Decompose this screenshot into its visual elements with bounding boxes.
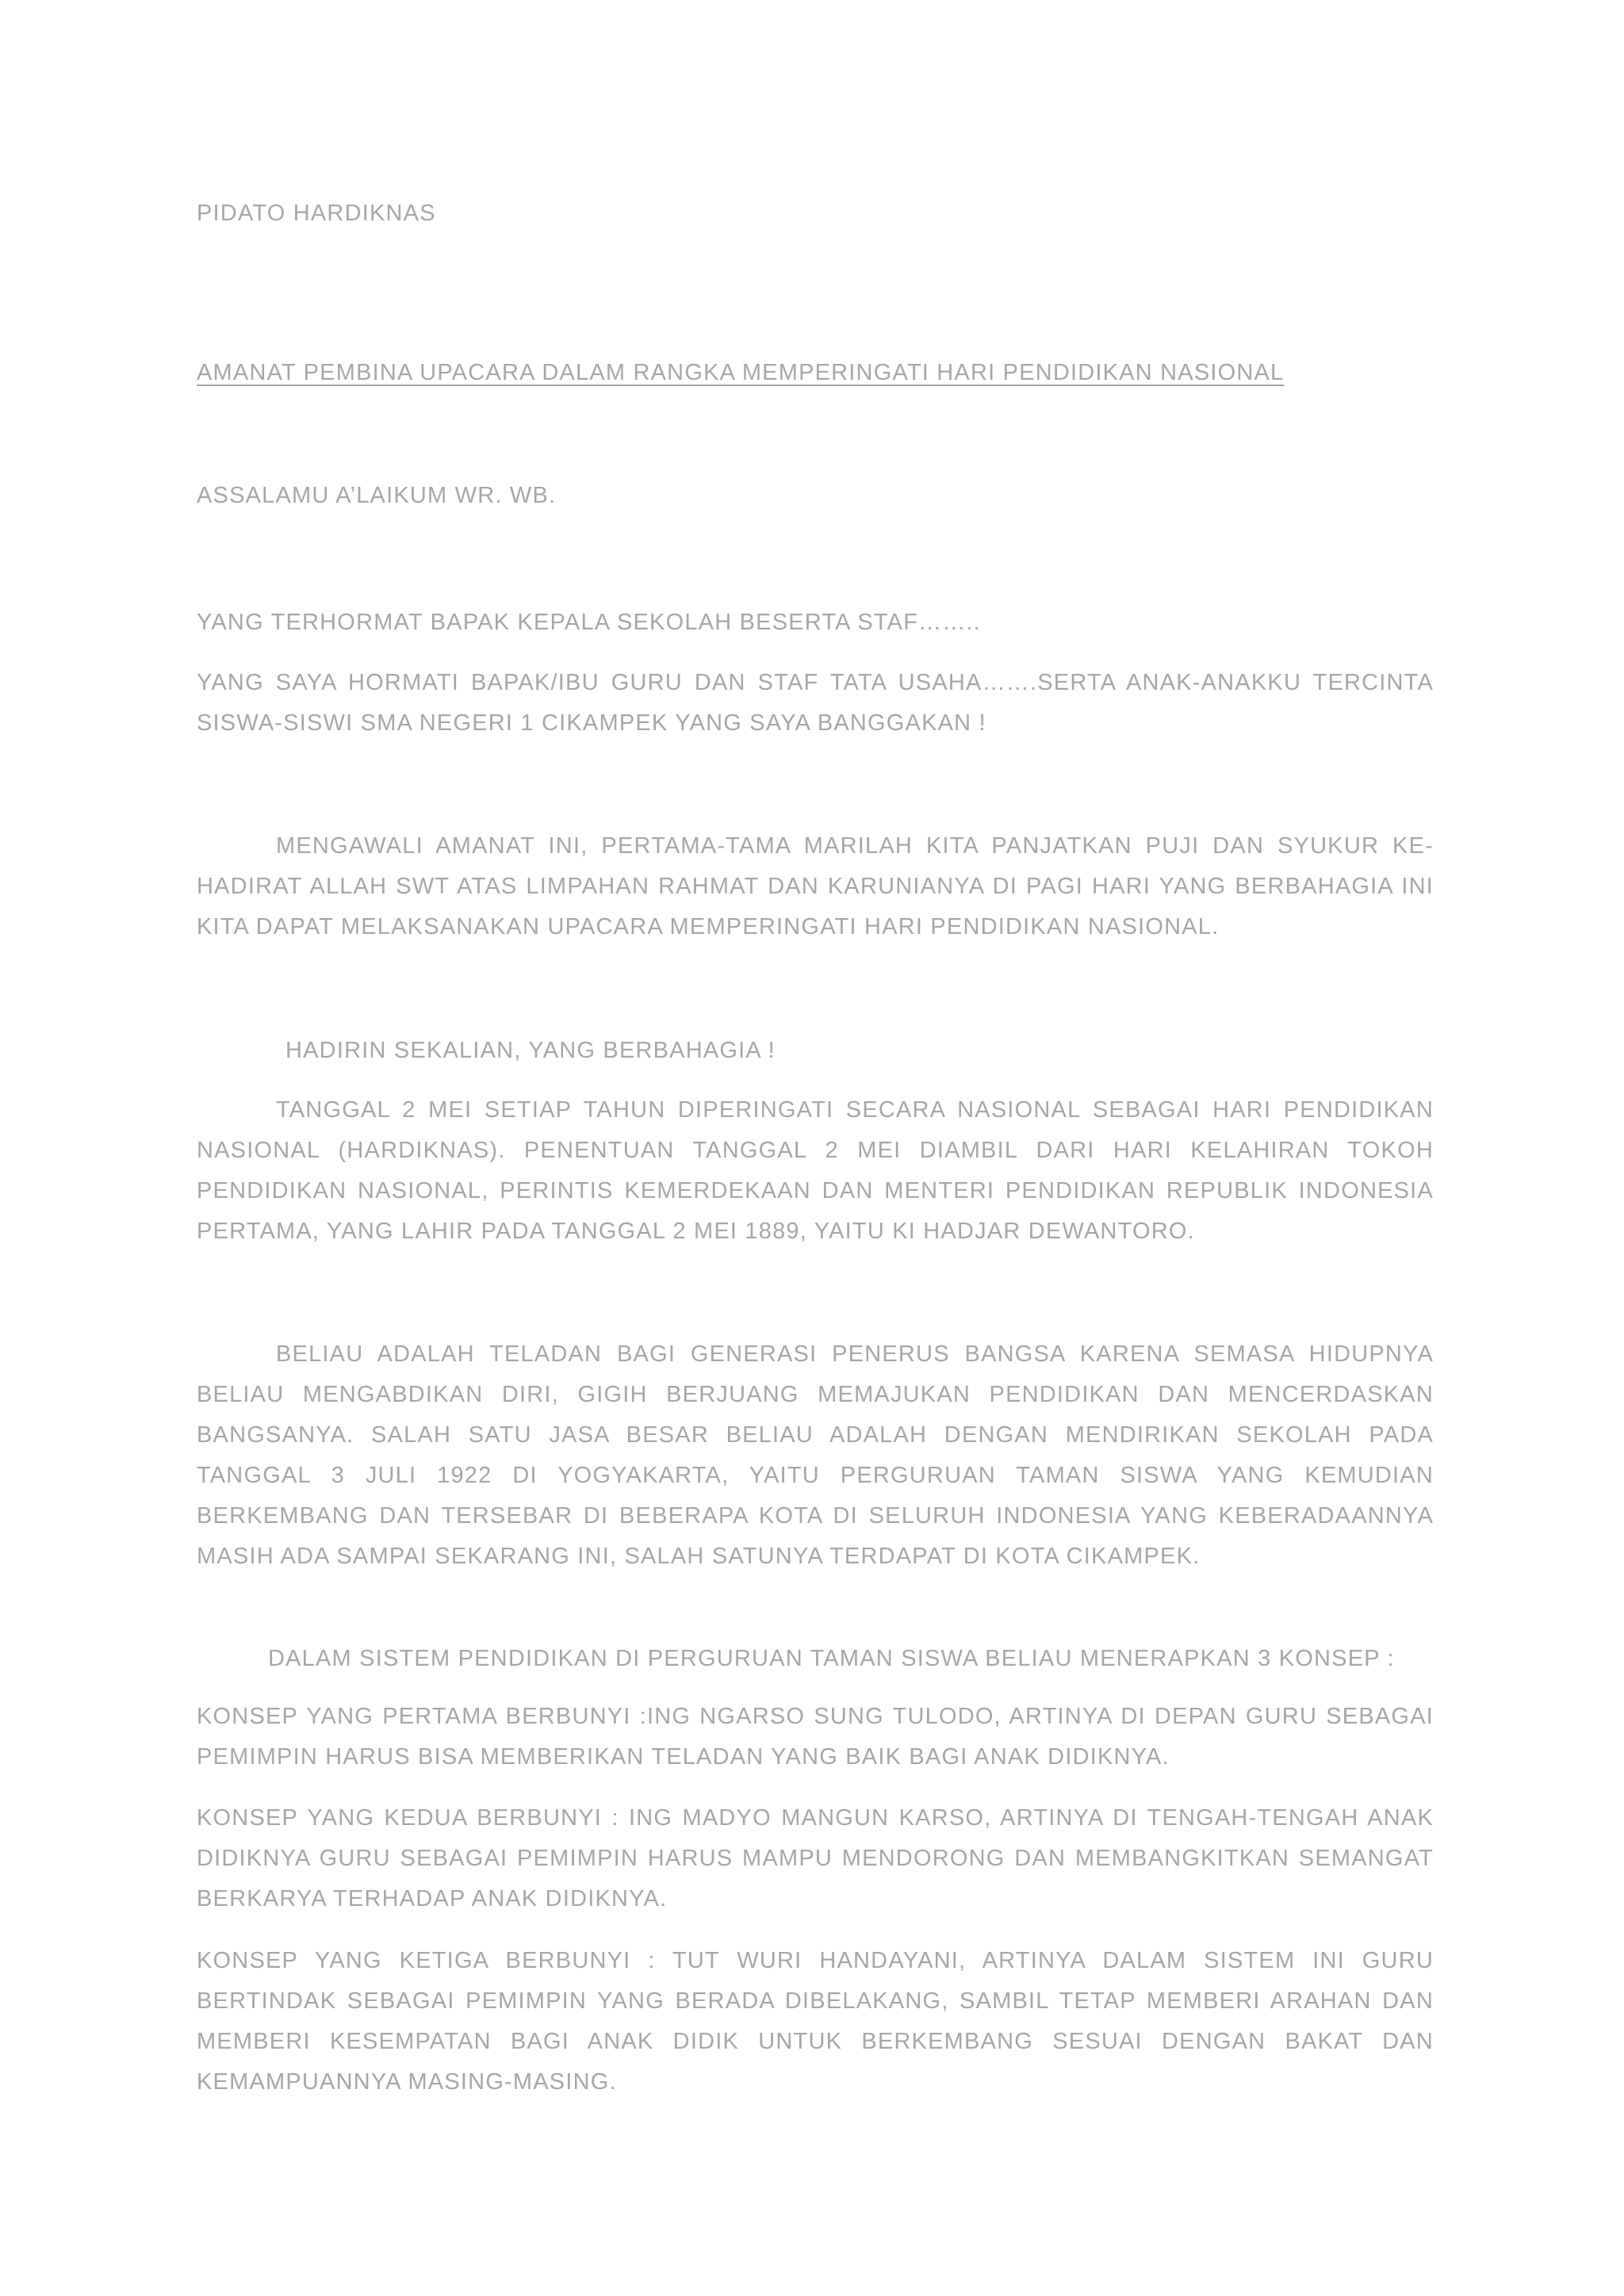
audience-address: HADIRIN SEKALIAN, YANG BERBAHAGIA !: [285, 1038, 776, 1063]
address-headmaster: YANG TERHORMAT BAPAK KEPALA SEKOLAH BESERTA STAF……..: [197, 610, 982, 635]
speech-title: AMANAT PEMBINA UPACARA DALAM RANGKA MEMPERINGATI HARI PENDIDIKAN NASIONAL: [197, 360, 1285, 385]
concept-third: KONSEP YANG KETIGA BERBUNYI : TUT WURI HANDAYANI, ARTINYA DALAM SISTEM INI GURU BERTINDAK SEBAGAI PEMIMPIN YANG BERADA DIBELAKANG, SAMBIL TETAP MEMBERI ARAHAN DAN MEMBERI KESEMPATAN BAGI ANAK DIDIK UNTUK BERKEMBANG SESUAI DENGAN BAKAT DAN KEMAMPUANNYA MASING-MASING.: [197, 1948, 1434, 2095]
concept-second: KONSEP YANG KEDUA BERBUNYI : ING MADYO MANGUN KARSO, ARTINYA DI TENGAH-TENGAH ANAK DIDIKNYA GURU SEBAGAI PEMIMPIN HARUS MAMPU MENDORONG DAN MEMBANGKITKAN SEMANGAT BERKARYA TERHADAP ANAK DIDIKNYA.: [197, 1805, 1434, 1911]
hardiknas-history-paragraph: TANGGAL 2 MEI SETIAP TAHUN DIPERINGATI SECARA NASIONAL SEBAGAI HARI PENDIDIKAN NASIONAL (HARDIKNAS). PENENTUAN TANGGAL 2 MEI DIAMBIL DARI HARI KELAHIRAN TOKOH PENDIDIKAN NASIONAL, PERINTIS KEMERDEKAAN DAN MENTERI PENDIDIKAN REPUBLIK INDONESIA PERTAMA, YANG LAHIR PADA TANGGAL 2 MEI 1889, YAITU KI HADJAR DEWANTORO.: [197, 1097, 1434, 1244]
opening-greeting: ASSALAMU A’LAIKUM WR. WB.: [197, 483, 557, 508]
three-concepts-intro: DALAM SISTEM PENDIDIKAN DI PERGURUAN TAMAN SISWA BELIAU MENERAPKAN 3 KONSEP :: [268, 1646, 1395, 1671]
address-teachers-students: YANG SAYA HORMATI BAPAK/IBU GURU DAN STAF TATA USAHA…….SERTA ANAK-ANAKKU TERCINTA SISWA-SISWI SMA NEGERI 1 CIKAMPEK YANG SAYA BANGGAKAN !: [197, 670, 1434, 736]
document-heading: PIDATO HARDIKNAS: [197, 201, 436, 226]
concept-first: KONSEP YANG PERTAMA BERBUNYI :ING NGARSO SUNG TULODO, ARTINYA DI DEPAN GURU SEBAGAI PEMIMPIN HARUS BISA MEMBERIKAN TELADAN YANG BAIK BAGI ANAK DIDIKNYA.: [197, 1704, 1434, 1770]
ki-hadjar-dewantoro-paragraph: BELIAU ADALAH TELADAN BAGI GENERASI PENERUS BANGSA KARENA SEMASA HIDUPNYA BELIAU MENGABDIKAN DIRI, GIGIH BERJUANG MEMAJUKAN PENDIDIKAN DAN MENCERDASKAN BANGSANYA. SALAH SATU JASA BESAR BELIAU ADALAH DENGAN MENDIRIKAN SEKOLAH PADA TANGGAL 3 JULI 1922 DI YOGYAKARTA, YAITU PERGURUAN TAMAN SISWA YANG KEMUDIAN BERKEMBANG DAN TERSEBAR DI BEBERAPA KOTA DI SELURUH INDONESIA YANG KEBERADAANNYA MASIH ADA SAMPAI SEKARANG INI, SALAH SATUNYA TERDAPAT DI KOTA CIKAMPEK.: [197, 1341, 1434, 1569]
opening-paragraph: MENGAWALI AMANAT INI, PERTAMA-TAMA MARILAH KITA PANJATKAN PUJI DAN SYUKUR KE-HADIRAT ALLAH SWT ATAS LIMPAHAN RAHMAT DAN KARUNIANYA DI PAGI HARI YANG BERBAHAGIA INI KITA DAPAT MELAKSANAKAN UPACARA MEMPERINGATI HARI PENDIDIKAN NASIONAL.: [197, 833, 1434, 939]
